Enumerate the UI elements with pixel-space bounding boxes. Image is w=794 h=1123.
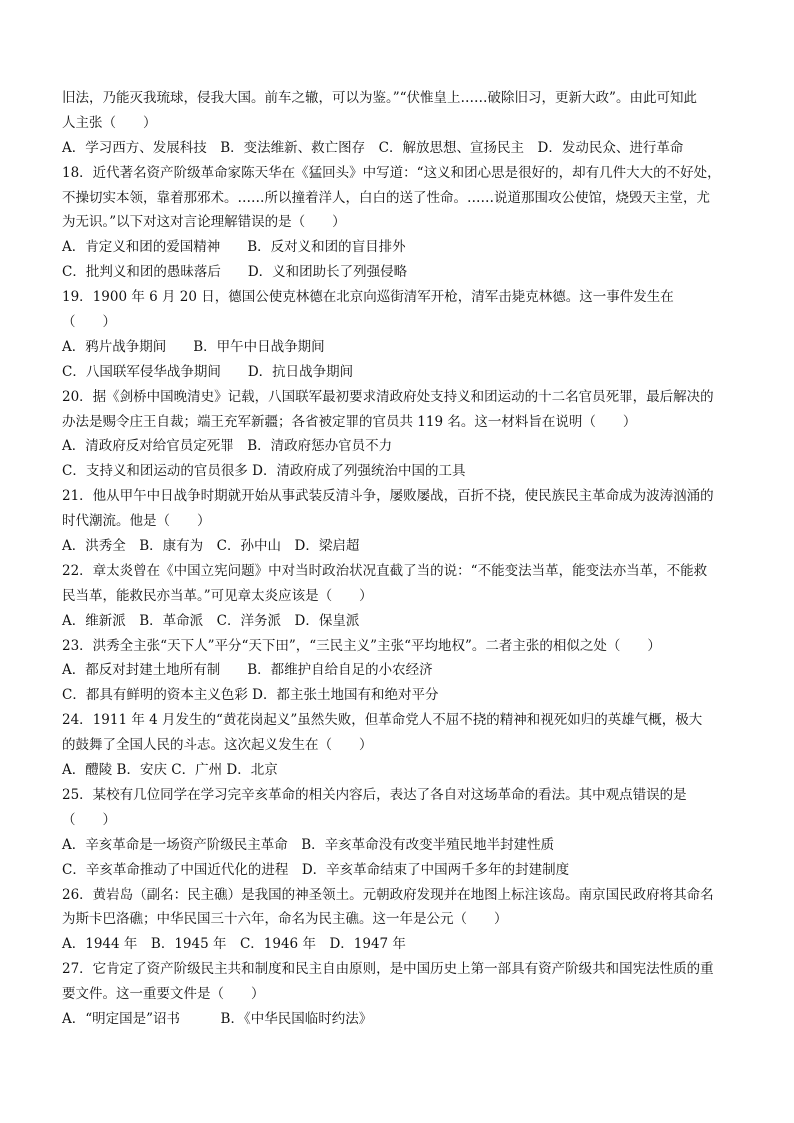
question-27-stem: 27．它肯定了资产阶级民主共和制度和民主自由原则，是中国历史上第一部具有资产阶级共和国宪法性质的重 <box>62 961 714 978</box>
text-line-5: 不操切实本领，靠着那邪术。……所以撞着洋人，白白的送了性命。……说道那围攻公使馆，烧毁天主堂，尤 <box>62 189 710 206</box>
question-21-stem: 21．他从甲午中日战争时期就开始从事武装反清斗争，屡败屡战，百折不挠，使民族民主革命成为波涛汹涌的 <box>62 488 714 505</box>
text-line-10: （ ） <box>62 314 116 331</box>
question-24-options: A．醴陵 B．安庆 C．广州 D．北京 <box>62 762 278 779</box>
text-line-30: （ ） <box>62 811 116 828</box>
question-20-options-ab: A．清政府反对给官员定死罪 B．清政府惩办官员不力 <box>62 438 393 455</box>
question-20-stem: 20．据《剑桥中国晚清史》记载，八国联军最初要求清政府处支持义和团运动的十二名官员死罪，最后解决的 <box>62 388 714 405</box>
question-22-options: A．维新派 B．革命派 C．洋务派 D．保皇派 <box>62 612 360 629</box>
question-19-stem: 19．1900 年 6 月 20 日，德国公使克林德在北京向巡街清军开枪，清军击毙克林德。这一事件发生在 <box>62 289 674 306</box>
question-18-options-cd: C．批判义和团的愚昧落后 D．义和团助长了列强侵略 <box>62 264 408 281</box>
question-22-stem: 22．章太炎曾在《中国立宪问题》中对当时政治状况直截了当的说：“不能变法当革，能变法亦当革，不能救 <box>62 562 708 579</box>
text-line-27: 的鼓舞了全国人民的斗志。这次起义发生在（ ） <box>62 737 373 754</box>
text-line-34: 为斯卡巴洛礁；中华民国三十六年，命名为民主礁。这一年是公元（ ） <box>62 911 508 928</box>
exam-page <box>62 86 732 1032</box>
question-27-options-ab: A．“明定国是”诏书 B．《中华民国临时约法》 <box>62 1010 373 1027</box>
question-25-stem: 25．某校有几位同学在学习完辛亥革命的相关内容后，表达了各自对这场革命的看法。其中观点错误的是 <box>62 786 687 803</box>
question-24-stem: 24．1911 年 4 月发生的“黄花岗起义”虽然失败，但革命党人不屈不挠的精神和视死如归的英雄气概，极大 <box>62 712 703 729</box>
question-23-options-ab: A．都反对封建土地所有制 B．都维护自给自足的小农经济 <box>62 662 433 679</box>
question-23-stem: 23．洪秀全主张“天下人”平分“天下田”，“三民主义”主张“平均地权”。二者主张的相似之处（ ） <box>62 637 661 654</box>
text-line-14: 办法是赐令庄王自裁；端王充军新疆；各省被定罪的官员共 119 名。这一材料旨在说明（ ） <box>62 413 637 430</box>
question-23-options-cd: C．都具有鲜明的资本主义色彩 D．都主张土地国有和绝对平分 <box>62 687 439 704</box>
question-18-options-ab: A．肯定义和团的爱国精神 B．反对义和团的盲目排外 <box>62 239 406 256</box>
question-26-options: A．1944 年 B．1945 年 C．1946 年 D．1947 年 <box>62 936 406 953</box>
text-line-2: 人主张（ ） <box>62 114 157 131</box>
question-20-options-cd: C．支持义和团运动的官员很多 D．清政府成了列强统治中国的工具 <box>62 463 466 480</box>
text-line-21: 民当革，能救民亦当革。”可见章太炎应该是（ ） <box>62 587 373 604</box>
question-18-stem: 18．近代著名资产阶级革命家陈天华在《猛回头》中写道：“这义和团心思是很好的，却有几件大大的不好处， <box>62 164 721 181</box>
question-26-stem: 26．黄岩岛（副名：民主礁）是我国的神圣领土。元朝政府发现并在地图上标注该岛。南京国民政府将其命名 <box>62 886 714 903</box>
text-line-18: 时代潮流。他是（ ） <box>62 513 211 530</box>
question-19-options-ab: A．鸦片战争期间 B．甲午中日战争期间 <box>62 338 325 355</box>
text-line-6: 为无识。”以下对这对言论理解错误的是（ ） <box>62 214 346 231</box>
question-21-options: A．洪秀全 B．康有为 C．孙中山 D．梁启超 <box>62 538 360 555</box>
question-17-options: A．学习西方、发展科技 B．变法维新、救亡图存 C．解放思想、宣扬民主 D．发动民众、进行革命 <box>62 139 684 156</box>
question-25-options-cd: C．辛亥革命推动了中国近代化的进程 D．辛亥革命结束了中国两千多年的封建制度 <box>62 861 570 878</box>
question-19-options-cd: C．八国联军侵华战争期间 D．抗日战争期间 <box>62 363 354 380</box>
text-line-1: 旧法，乃能灭我琉球，侵我大国。前车之辙，可以为鉴。”“伏惟皇上……破除旧习，更新大政”。由此可知此 <box>62 90 697 106</box>
question-25-options-ab: A．辛亥革命是一场资产阶级民主革命 B．辛亥革命没有改变半殖民地半封建性质 <box>62 836 555 853</box>
text-line-37: 要文件。这一重要文件是（ ） <box>62 986 265 1003</box>
